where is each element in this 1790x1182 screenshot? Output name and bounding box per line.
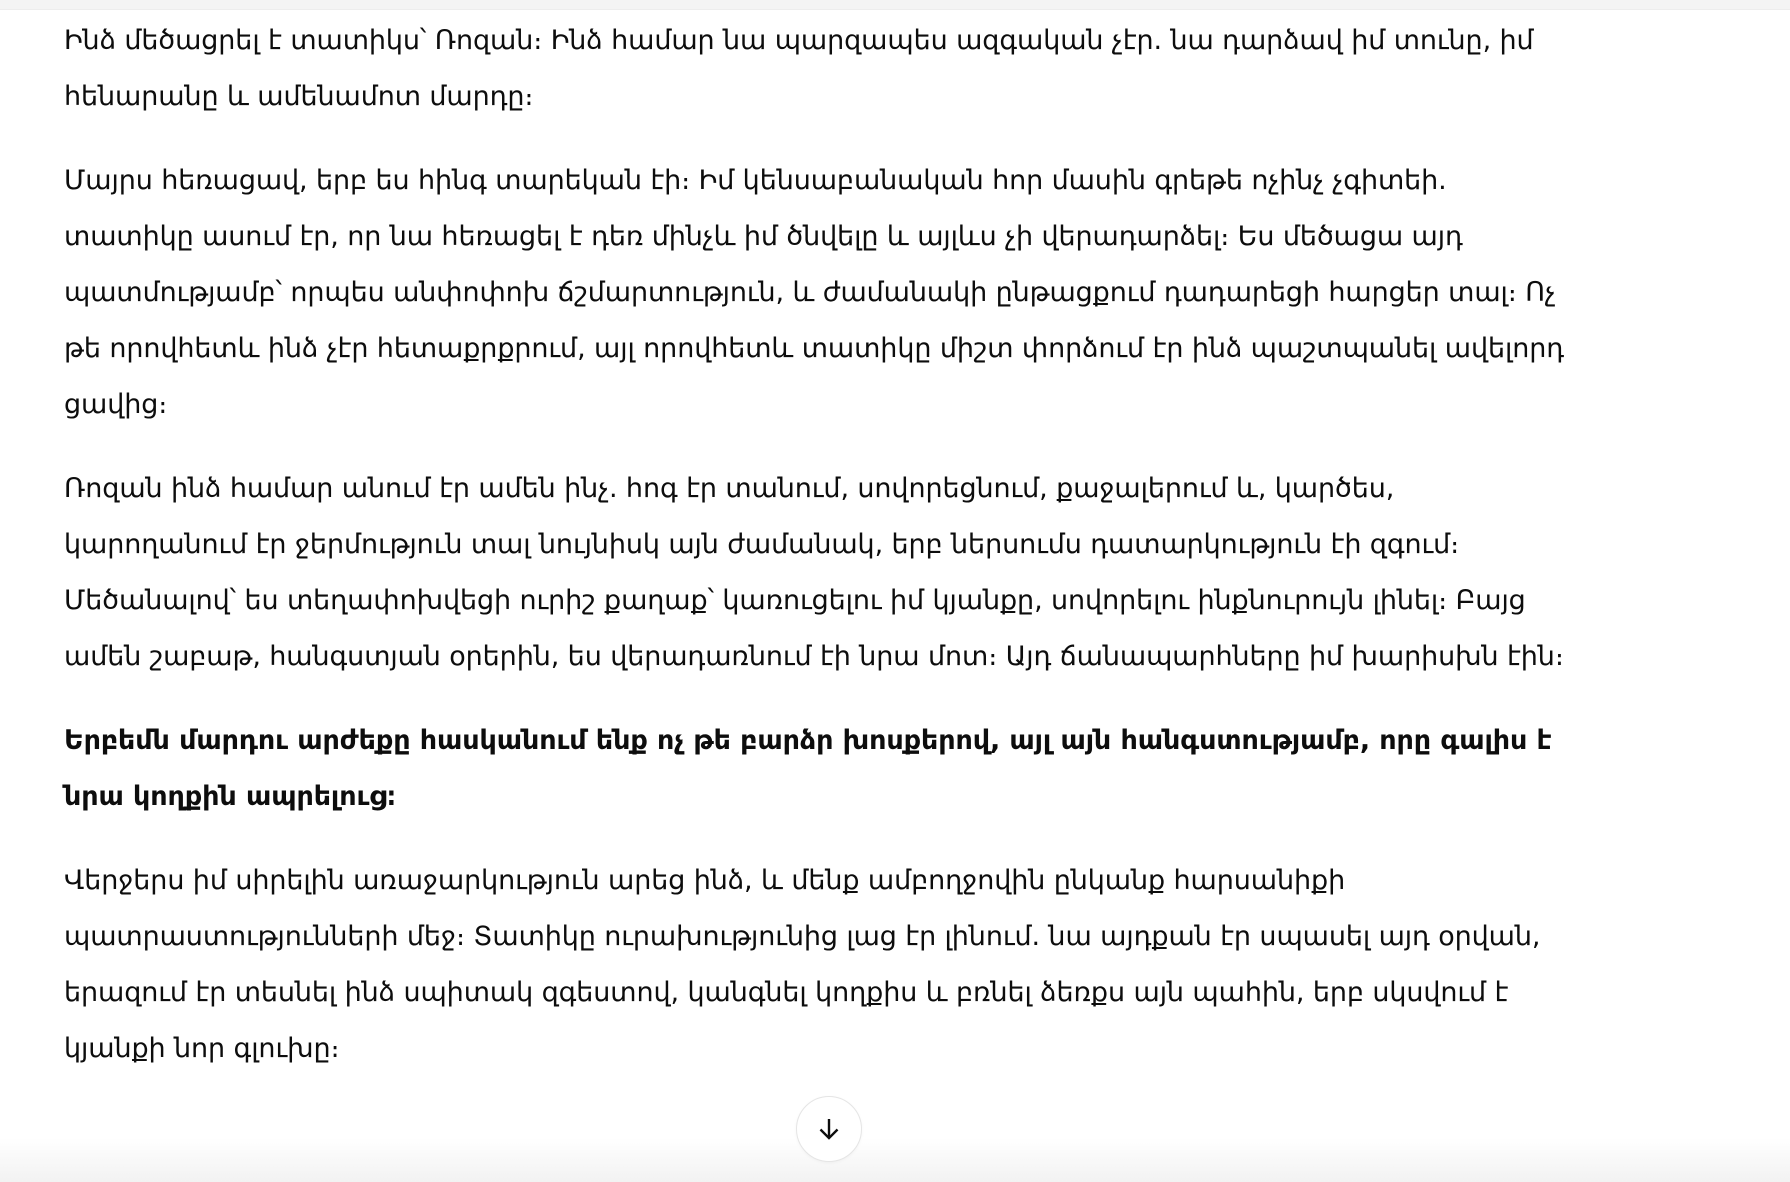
article (64, 13, 1569, 1105)
paragraph-bold: Երբեմն մարդու արժեքը հասկանում ենք ոչ թե բարձր խոսքերով, այլ այն հանգստությամբ, որը գալիս է նրա կողքին ապրելուց։ (64, 725, 1552, 812)
paragraph: Ռոզան ինձ համար անում էր ամեն ինչ. հոգ էր տանում, սովորեցնում, քաջալերում և, կարծես, կարողանում էր ջերմություն տալ նույնիսկ այն ժամանակ, երբ ներսումս դատարկություն էի զգում։ Մեծանալով՝ ես տեղափոխվեցի ուրիշ քաղաք՝ կառուցելու իմ կյանքը, սովորելու ինքնուրույն լինել։ Բայց ամեն շաբաթ, հանգստյան օրերին, ես վերադառնում էի նրա մոտ։ Այդ ճանապարհները իմ խարիսխն էին։ (64, 473, 1564, 672)
paragraph: Վերջերս իմ սիրելին առաջարկություն արեց ինձ, և մենք ամբողջովին ընկանք հարսանիքի պատրաստությունների մեջ։ Տատիկը ուրախությունից լաց էր լինում. նա այդքան էր սպասել այդ օրվան, երազում էր տեսնել ինձ սպիտակ զգեստով, կանգնել կողքիս և բռնել ձեռքս այն պահին, երբ սկսվում է կյանքի նոր գլուխը։ (64, 865, 1541, 1064)
bottom-fade (0, 1138, 1790, 1182)
paragraph: Մայրս հեռացավ, երբ ես հինգ տարեկան էի։ Իմ կենսաբանական հոր մասին գրեթե ոչինչ չգիտեի. տատիկը ասում էր, որ նա հեռացել է դեռ մինչև իմ ծնվելը և այլևս չի վերադարձել։ Ես մեծացա այդ պատմությամբ՝ որպես անփոփոխ ճշմարտություն, և ժամանակի ընթացքում դադարեցի հարցեր տալ։ Ոչ թե որովհետև ինձ չէր հետաքրքրում, այլ որովհետև տատիկը միշտ փորձում էր ինձ պաշտպանել ավելորդ ցավից։ (64, 165, 1565, 420)
paragraph: Ինձ մեծացրել է տատիկս՝ Ռոզան։ Ինձ համար նա պարզապես ազգական չէր. նա դարձավ իմ տունը, իմ հենարանը և ամենամոտ մարդը։ (64, 25, 1534, 112)
down-arrow-icon (813, 1113, 845, 1145)
top-strip (0, 0, 1790, 10)
scroll-to-bottom-button[interactable] (796, 1096, 862, 1162)
